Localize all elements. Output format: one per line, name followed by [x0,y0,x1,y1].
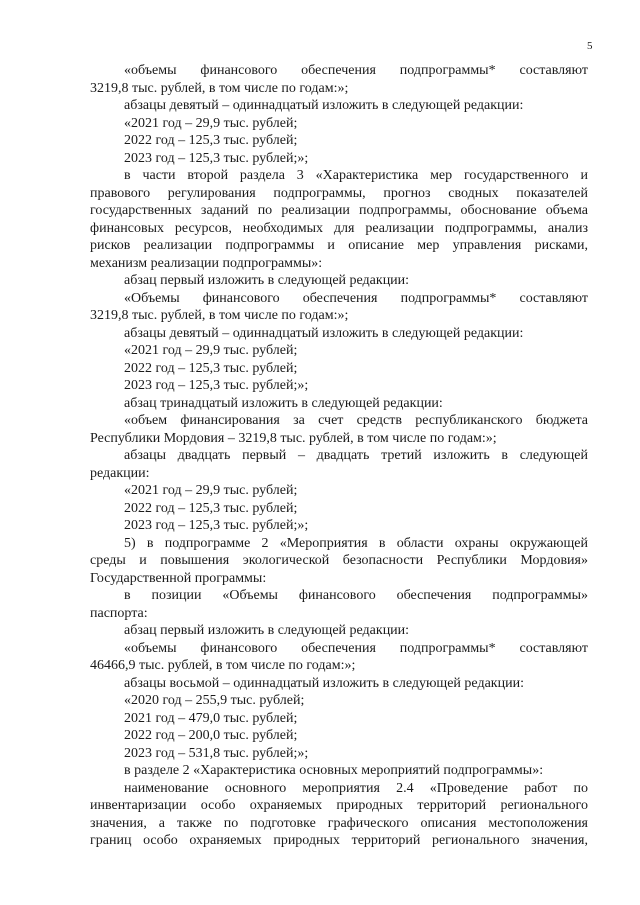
text-line: 2023 год – 125,3 тыс. рублей;»; [124,150,309,166]
text-line: 2022 год – 200,0 тыс. рублей; [124,728,298,743]
text-line: 3219,8 тыс. рублей, в том числе по годам:»; [90,80,349,96]
text-line: 2022 год – 125,3 тыс. рублей; [124,133,298,148]
text-line: абзацы девятый – одиннадцатый изложить в следующей редакции: [124,98,524,113]
text-line: абзац первый изложить в следующей редакции: [124,273,410,288]
text-line: в части второй раздела 3 «Характеристика мер государственного и [124,168,588,183]
text-line: 46466,9 тыс. рублей, в том числе по годам:»; [90,658,356,673]
text-line: «объемы финансового обеспечения подпрограммы* составляют [124,63,588,78]
text-line: 2023 год – 125,3 тыс. рублей;»; [124,378,309,393]
document-body [90,62,588,850]
text-line: «объем финансирования за счет средств республиканского бюджета [124,413,588,428]
text-line: «2021 год – 29,9 тыс. рублей; [124,115,298,131]
text-line: абзац тринадцатый изложить в следующей редакции: [124,395,443,411]
text-line: Республики Мордовия – 3219,8 тыс. рублей, в том числе по годам:»; [90,430,497,446]
text-line: «объемы финансового обеспечения подпрограммы* составляют [124,640,588,656]
text-line: паспорта: [90,605,148,621]
page-number: 5 [587,40,593,52]
text-line: среды и повышения экологической безопасности Республики Мордовия» [90,553,588,568]
text-line: наименование основного мероприятия 2.4 «Проведение работ по [124,780,588,796]
text-line: абзацы девятый – одиннадцатый изложить в следующей редакции: [124,325,524,341]
text-line: 3219,8 тыс. рублей, в том числе по годам:»; [90,308,349,323]
text-line: в позиции «Объемы финансового обеспечения подпрограммы» [124,588,588,603]
text-line: границ особо охраняемых природных территорий регионального значения, [90,833,588,848]
text-line: Государственной программы: [90,570,267,586]
text-line: значения, а также по подготовке графического описания местоположения [90,815,588,831]
text-line: «2021 год – 29,9 тыс. рублей; [124,483,298,498]
text-line: 5) в подпрограмме 2 «Мероприятия в области охраны окружающей [124,535,588,551]
text-line: инвентаризации особо охраняемых природных территорий регионального [90,798,588,813]
text-line: абзацы восьмой – одиннадцатый изложить в следующей редакции: [124,675,524,691]
text-line: рисков реализации подпрограммы и описание мер управления рисками, [90,238,588,253]
text-line: абзац первый изложить в следующей редакции: [124,623,410,638]
text-line: 2023 год – 125,3 тыс. рублей;»; [124,518,309,533]
text-line: 2021 год – 479,0 тыс. рублей; [124,710,298,726]
text-line: механизм реализации подпрограммы»: [90,255,323,271]
text-line: государственных заданий по реализации подпрограммы, обоснование объема [90,203,588,218]
text-line: «2021 год – 29,9 тыс. рублей; [124,343,298,358]
text-line: 2022 год – 125,3 тыс. рублей; [124,360,298,376]
text-line: в разделе 2 «Характеристика основных мероприятий подпрограммы»: [124,763,544,778]
text-line: правового регулирования подпрограммы, прогноз сводных показателей [90,185,588,201]
text-line: финансовых ресурсов, необходимых для реализации подпрограммы, анализ [90,220,588,236]
text-line: абзацы двадцать первый – двадцать третий изложить в следующей [124,448,588,463]
text-line: «2020 год – 255,9 тыс. рублей; [124,693,305,708]
text-line: «Объемы финансового обеспечения подпрограммы* составляют [124,290,588,306]
text-line: 2023 год – 531,8 тыс. рублей;»; [124,745,309,761]
text-line: 2022 год – 125,3 тыс. рублей; [124,500,298,516]
text-line: редакции: [90,465,150,481]
